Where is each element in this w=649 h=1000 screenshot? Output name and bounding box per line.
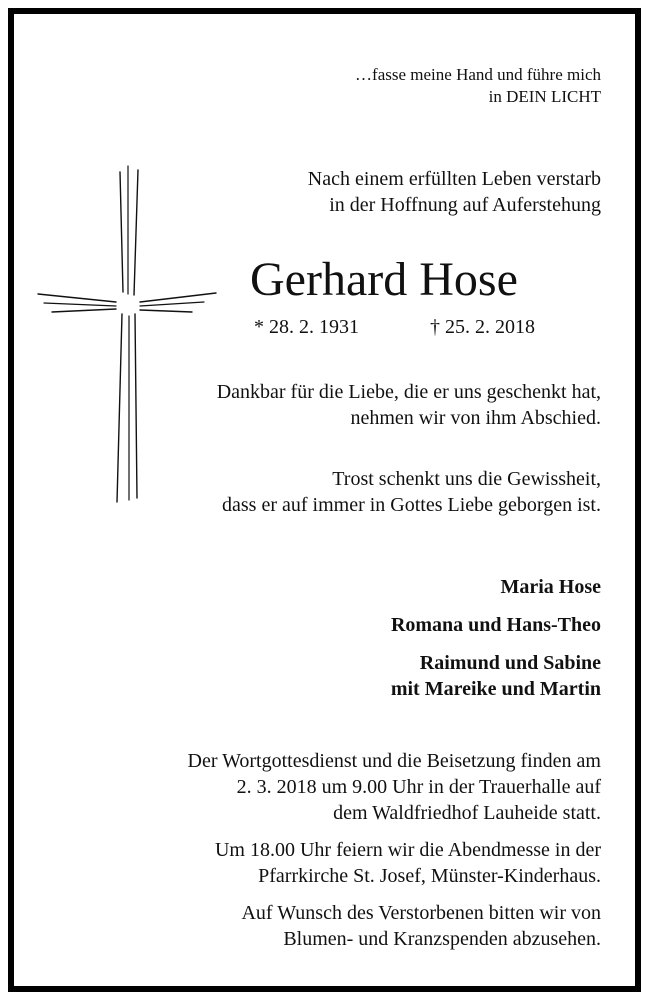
intro-line: in der Hoffnung auf Auferstehung	[329, 194, 601, 216]
thanks-text	[217, 379, 601, 431]
evening-mass-info	[215, 837, 601, 889]
comfort-line: Trost schenkt uns die Gewissheit,	[332, 468, 601, 490]
mourner	[391, 612, 601, 638]
birth-date: * 28. 2. 1931	[254, 316, 359, 338]
comfort-line: dass er auf immer in Gottes Liebe geborgen ist.	[222, 494, 601, 516]
deceased-name: Gerhard Hose	[250, 253, 518, 306]
death-date: † 25. 2. 2018	[430, 316, 535, 338]
wish-line: Auf Wunsch des Verstorbenen bitten wir von	[241, 902, 601, 924]
motto-quote	[355, 64, 601, 108]
funeral-service-info	[188, 748, 602, 826]
mourner-line: Maria Hose	[500, 576, 601, 598]
comfort-text	[222, 466, 601, 518]
mourner-line: mit Mareike und Martin	[390, 678, 601, 700]
thanks-line: nehmen wir von ihm Abschied.	[350, 407, 601, 429]
mourner	[391, 574, 601, 600]
service-line: 2. 3. 2018 um 9.00 Uhr in der Trauerhalle auf	[236, 776, 601, 798]
obituary-notice	[8, 8, 641, 992]
service-line: dem Waldfriedhof Lauheide statt.	[333, 802, 601, 824]
intro-text	[308, 166, 601, 218]
mourner	[391, 650, 601, 702]
motto-line: in DEIN LICHT	[488, 87, 601, 106]
mass-line: Um 18.00 Uhr feiern wir die Abendmesse in der	[214, 839, 601, 861]
wish-line: Blumen- und Kranzspenden abzusehen.	[283, 928, 601, 950]
motto-line: …fasse meine Hand und führe mich	[355, 65, 601, 84]
intro-line: Nach einem erfüllten Leben verstarb	[307, 168, 601, 190]
thanks-line: Dankbar für die Liebe, die er uns geschenkt hat,	[216, 381, 601, 403]
mourners-list	[391, 574, 601, 702]
mourner-line: Raimund und Sabine	[419, 652, 601, 674]
mourner-line: Romana und Hans-Theo	[390, 614, 601, 636]
flowers-request	[241, 900, 601, 952]
mass-line: Pfarrkirche St. Josef, Münster-Kinderhaus.	[258, 865, 601, 887]
service-line: Der Wortgottesdienst und die Beisetzung finden am	[187, 750, 601, 772]
cross-icon	[34, 162, 224, 507]
